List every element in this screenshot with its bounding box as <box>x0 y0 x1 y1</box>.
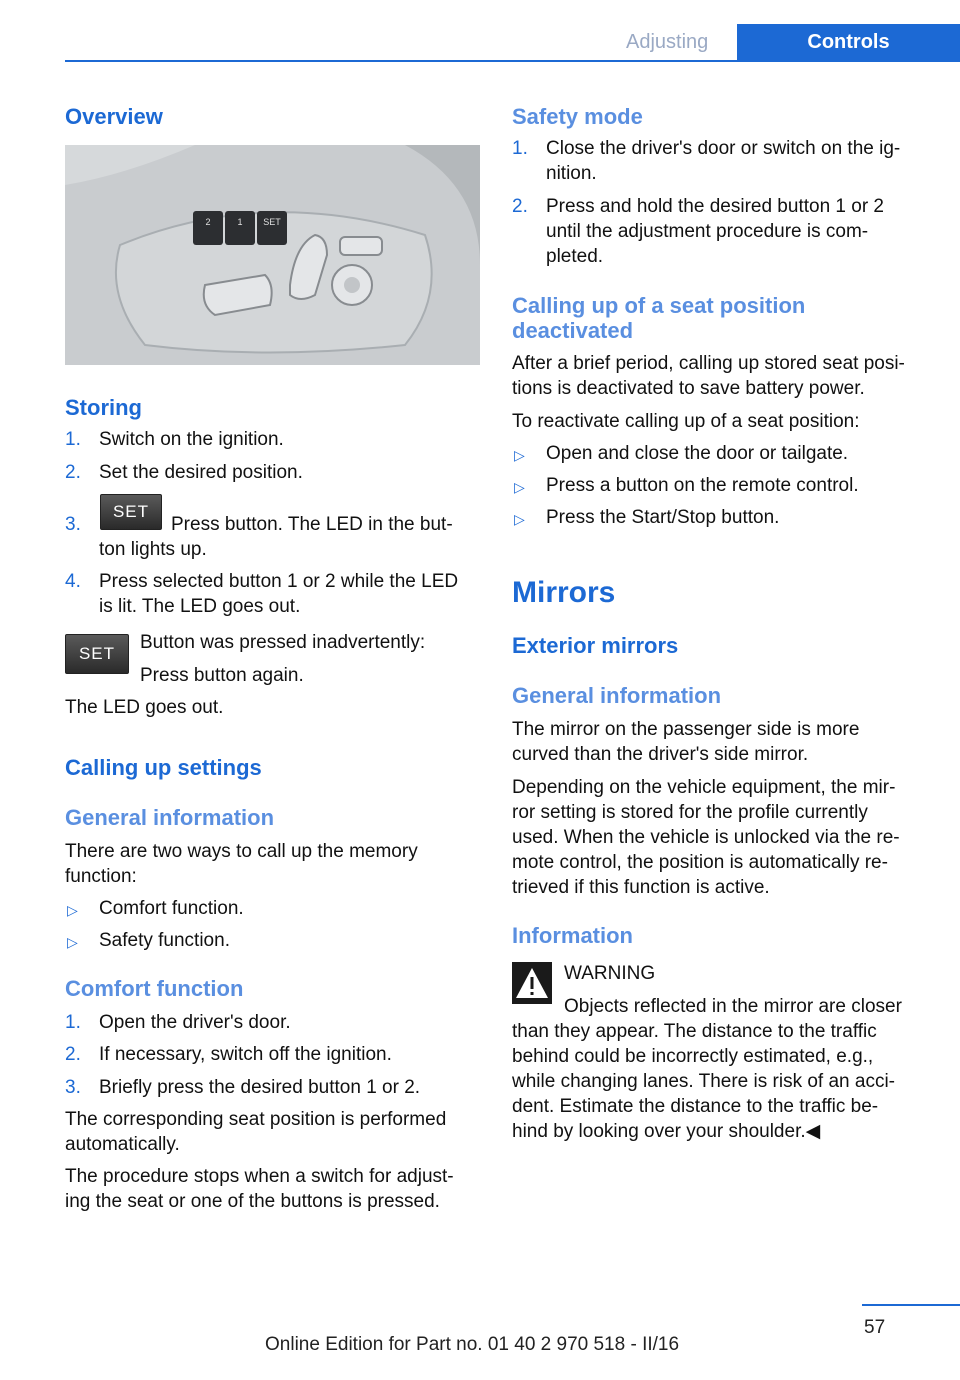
inadvertent-text: Button was pressed inadvertently: <box>140 632 426 653</box>
depending-line2: ror setting is stored for the profile currently <box>512 802 868 823</box>
general-info-line1: There are two ways to call up the memory <box>65 841 418 862</box>
information-heading: Information <box>512 923 633 948</box>
storing-step-1: Switch on the ignition. <box>99 429 284 450</box>
procedure-stops-line1: The procedure stops when a switch for adjust- <box>65 1166 454 1187</box>
safety-step-2-line2: until the adjustment procedure is com- <box>546 221 869 242</box>
reactivate-item-1: Open and close the door or tailgate. <box>546 443 849 464</box>
depending-line4: mote control, the position is automatically re- <box>512 852 888 873</box>
mirrors-heading: Mirrors <box>512 576 616 609</box>
mirror-general-heading: General information <box>512 683 722 708</box>
storing-step-3-line1: Press button. The LED in the but- <box>171 514 453 535</box>
storing-heading: Storing <box>65 395 142 420</box>
tab-controls[interactable]: Controls <box>737 24 960 61</box>
bullet-triangle-icon: ▷ <box>514 511 525 527</box>
bullet-triangle-icon: ▷ <box>514 447 525 463</box>
led-out-text: The LED goes out. <box>65 697 224 718</box>
storing-step-4-line2: is lit. The LED goes out. <box>99 596 301 617</box>
warning-line1: Objects reflected in the mirror are closer <box>564 996 902 1017</box>
storing-num-3: 3. <box>65 514 81 535</box>
reactivate-text: To reactivate calling up of a seat position: <box>512 411 860 432</box>
set-button-label: SET <box>112 502 150 521</box>
storing-step-2: Set the desired position. <box>99 462 303 483</box>
warning-line4: while changing lanes. There is risk of an acci- <box>512 1071 896 1092</box>
deactivated-heading-line2: deactivated <box>512 318 634 343</box>
exterior-mirrors-heading: Exterior mirrors <box>512 633 679 658</box>
seat-button-set: SET <box>263 217 281 227</box>
reactivate-item-2: Press a button on the remote control. <box>546 475 859 496</box>
procedure-stops-line2: ing the seat or one of the buttons is pressed. <box>65 1191 440 1212</box>
storing-step-3-line2: ton lights up. <box>99 539 207 560</box>
set-button-icon <box>100 494 162 530</box>
deactivated-line1: After a brief period, calling up stored seat posi- <box>512 353 905 374</box>
seat-button-1: 1 <box>237 217 243 227</box>
safety-num-1: 1. <box>512 138 528 159</box>
safety-step-1-line1: Close the driver's door or switch on the ig- <box>546 138 901 159</box>
corresponding-line1: The corresponding seat position is performed <box>65 1109 447 1130</box>
bullet-triangle-icon: ▷ <box>67 934 78 950</box>
storing-num-2: 2. <box>65 462 81 483</box>
set-button-large-icon <box>65 634 129 674</box>
mirror-line2: curved than the driver's side mirror. <box>512 744 809 765</box>
warning-icon <box>512 962 552 1004</box>
storing-step-4-line1: Press selected button 1 or 2 while the LED <box>99 571 459 592</box>
bullet-triangle-icon: ▷ <box>514 479 525 495</box>
safety-step-2-line1: Press and hold the desired button 1 or 2 <box>546 196 885 217</box>
warning-label: WARNING <box>564 963 656 984</box>
safety-mode-heading: Safety mode <box>512 104 643 129</box>
storing-num-1: 1. <box>65 429 81 450</box>
mirror-line1: The mirror on the passenger side is more <box>512 719 860 740</box>
page-number: 57 <box>864 1317 886 1338</box>
press-again-text: Press button again. <box>140 665 304 686</box>
comfort-num-3: 3. <box>65 1077 81 1098</box>
deactivated-line2: tions is deactivated to save battery power. <box>512 378 865 399</box>
deactivated-heading-line1: Calling up of a seat position <box>512 293 806 318</box>
warning-line6: hind by looking over your shoulder.◀ <box>512 1121 821 1142</box>
safety-step-2-line3: pleted. <box>546 246 604 267</box>
function-item-2: Safety function. <box>99 930 230 951</box>
footer-edition: Online Edition for Part no. 01 40 2 970 518 - II/16 <box>265 1334 680 1355</box>
safety-step-1-line2: nition. <box>546 163 597 184</box>
storing-num-4: 4. <box>65 571 81 592</box>
warning-line5: dent. Estimate the distance to the traffic be- <box>512 1096 879 1117</box>
reactivate-item-3: Press the Start/Stop button. <box>546 507 780 528</box>
comfort-step-2: If necessary, switch off the ignition. <box>99 1044 392 1065</box>
seat-controls-illustration <box>65 145 480 365</box>
depending-line5: trieved if this function is active. <box>512 877 770 898</box>
bullet-triangle-icon: ▷ <box>67 902 78 918</box>
seat-button-2: 2 <box>205 217 211 227</box>
set-button-large-label: SET <box>78 644 116 663</box>
calling-up-heading: Calling up settings <box>65 755 262 780</box>
footer-rule <box>862 1304 960 1306</box>
safety-num-2: 2. <box>512 196 528 217</box>
overview-heading: Overview <box>65 104 163 129</box>
function-item-1: Comfort function. <box>99 898 244 919</box>
corresponding-line2: automatically. <box>65 1134 180 1155</box>
comfort-heading: Comfort function <box>65 976 244 1001</box>
depending-line3: used. When the vehicle is unlocked via the re- <box>512 827 900 848</box>
general-info-line2: function: <box>65 866 137 887</box>
warning-line2: than they appear. The distance to the traffic <box>512 1021 877 1042</box>
comfort-num-1: 1. <box>65 1012 81 1033</box>
comfort-step-1: Open the driver's door. <box>99 1012 291 1033</box>
depending-line1: Depending on the vehicle equipment, the mir- <box>512 777 896 798</box>
tab-adjusting[interactable]: Adjusting <box>626 31 709 53</box>
warning-line3: behind could be incorrectly estimated, e.g., <box>512 1046 874 1067</box>
general-info-heading: General information <box>65 805 275 830</box>
comfort-num-2: 2. <box>65 1044 81 1065</box>
comfort-step-3: Briefly press the desired button 1 or 2. <box>99 1077 421 1098</box>
